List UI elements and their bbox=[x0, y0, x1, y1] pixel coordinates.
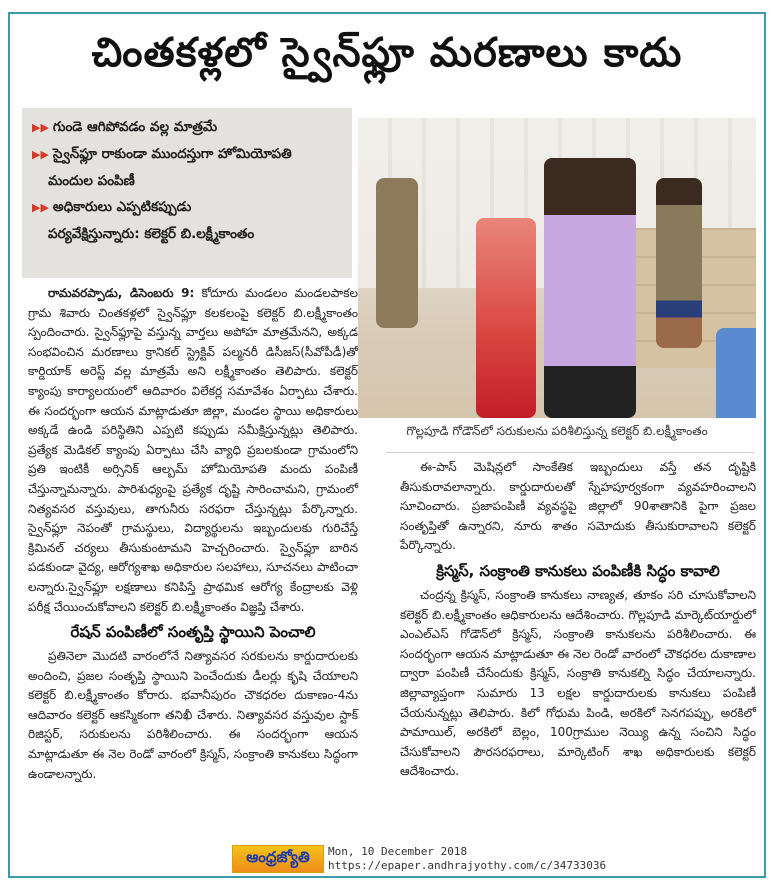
photo-caption: గొల్లపూడి గోడౌన్‌లో సరుకులను పరిశీలిస్తున్న కలెక్టర్ బి.లక్ష్మీకాంతం bbox=[406, 424, 708, 438]
highlight-item: ▶▶ అధికారులు ఎప్పటికప్పుడు పర్యవేక్షిస్తున్నారు: కలెక్టర్ బి.లక్ష్మీకాంతం bbox=[32, 199, 255, 242]
paragraph: ఈ-పాస్ మెషిన్లలో సాంకేతిక ఇబ్బందులు వస్తే తన దృష్టికి తీసుకురావలాన్నారు. కార్డుదారులతో స్నేహపూర్వకంగా వ్యవహరించాలని సూచించారు. ప్రజాపంపిణీ వ్యవస్థపై జిల్లాలో 90శాతానికి పైగా ప్రజల సంతృప్తితో ఉన్నారని, నూరు శాతం సమోదుకు తీసుకురావాలని కలెక్టర్ పేర్కొన్నారు. bbox=[400, 460, 756, 553]
subheading-gifts: క్రిస్మస్, సంక్రాంతి కానుకలు పంపిణీకి సిద్ధం కావాలి bbox=[436, 561, 720, 580]
photo-person-left bbox=[376, 178, 418, 328]
highlights-box bbox=[22, 108, 352, 278]
photo-person-collector bbox=[544, 158, 636, 418]
double-arrow-icon: ▶▶ bbox=[32, 121, 49, 134]
double-arrow-icon: ▶▶ bbox=[32, 201, 49, 214]
double-arrow-icon: ▶▶ bbox=[32, 148, 49, 161]
highlight-item: ▶▶ స్వైన్‌ఫ్లూ రాకుండా ముందస్తుగా హోమియోపతి మందుల పంపిణీ bbox=[32, 146, 292, 189]
right-column bbox=[400, 458, 756, 782]
lead-paragraph: రామవరప్పాడు, డిసెంబరు 9: కోదూరు మండలం మండలపాకల గ్రామ శివారు చింతకళ్లలో స్వైన్‌ఫ్లూ కలకలంపై కలెక్టర్ బి.లక్ష్మీకాంతం స్పందించారు. స్వైన్‌ఫ్లూపై వస్తున్న వార్తలు అపోహ మాత్రమేనని, అక్కడ సంభవించిన మరణాలు క్రానికల్ స్ట్రెక్టివ్ పల్మనరీ డిసీజస్(సీవోపీడీ)తో కార్డియాక్ అరెస్ట్ వల్ల మాత్రమే అని లక్ష్మీకాంతం తెలిపారు. కలెక్టర్ క్యాంపు కార్యాలయంలో ఆదివారం విలేకర్ల సమావేశం ఏర్పాటు చేశారు. ఈ సందర్భంగా ఆయన మాట్లాడుతూ జిల్లా, మండల స్థాయి అధికారులు అక్కడే ఉండి పరిస్థితిని ఎప్పటి కప్పుడు సమీక్షిస్తున్నట్లు తెలిపారు. ప్రత్యేక మెడికల్ క్యాంపు ఏర్పాటు చేసి వ్యాధి ప్రబలకుండా గ్రామంలోని ప్రతి ఇంటికీ అర్సినిక్ ఆల్బమ్ హోమియోపతి మందు పంపిణీ చేస్తున్నామన్నారు. పారిశుధ్యంపై ప్రత్యేక దృష్టి సారించామని, గ్రామంలో నిత్యవసర వస్తువులు, తాగునీరు సరఫరా చేస్తున్నట్లు పేర్కొన్నారు. స్వైన్‌ఫ్లూ నెపంతో గ్రామస్థులు, విద్యార్థులను ఇబ్బందులకు గురిచేస్తే క్రిమినల్ చర్యలు తీసుకుంటామని హెచ్చరించారు. స్వైన్‌ఫ్లూ బారిన పడకుండా వైద్య, ఆరోగ్యశాఖ అధికారుల సలహాలు, సూచనలు పాటించా లన్నారు.స్వైన్‌ఫ్లూ లక్షణాలు కనిపిస్తే ప్రాథమిక ఆరోగ్య కేంద్రాలకు వెళ్లి పరీక్ష చేయించుకోవాలని కలెక్టర్ బి.లక్ష్మీకాంతం విజ్ఞప్తి చేశారు. bbox=[28, 286, 358, 614]
paragraph: ప్రతినెలా మొదటి వారంలోనే నిత్యావసర సరకులను కార్డుదారులకు అందించి, ప్రజల సంతృప్తి స్థాయిని పెంచేందుకు డీలర్లు కృషి చేయాలని కలెక్టర్ బి.లక్ష్మీకాంతం కోరారు. భవానీపురం చౌకధరల దుకాణం-4ను ఆదివారం కలెక్టర్ ఆకస్మికంగా తనిఖీ చేశారు. నిత్యావసర వస్తువుల స్టాక్ రిజిస్టర్, సరుకులను పరిశీలించారు. ఈ సందర్భంగా ఆయన మాట్లాడుతూ ఈ నెల రెండో వారంలో క్రిస్మస్, సంక్రాంతి కానుకలు సిద్ధంగా ఉండాలన్నారు. bbox=[28, 649, 358, 781]
footer-meta bbox=[328, 845, 606, 873]
left-column bbox=[28, 284, 358, 784]
photo-person-right bbox=[656, 178, 702, 348]
newspaper-logo: ఆంధ్రజ్యోతి bbox=[232, 845, 324, 873]
subheading-ration: రేషన్ పంపిణీలో సంతృప్తి స్థాయిని పెంచాలి bbox=[70, 623, 316, 642]
epaper-url[interactable]: https://epaper.andhrajyothy.com/c/34733036 bbox=[328, 859, 607, 872]
article-photo bbox=[358, 118, 756, 418]
column-divider bbox=[386, 452, 754, 453]
edition-date: Mon, 10 December 2018 bbox=[328, 845, 468, 858]
article-frame bbox=[8, 12, 766, 878]
photo-person-edge bbox=[716, 328, 756, 418]
highlight-item: ▶▶ గుండె ఆగిపోవడం వల్ల మాత్రమే bbox=[32, 119, 218, 135]
dateline: రామవరప్పాడు, డిసెంబరు 9: bbox=[48, 286, 195, 300]
paragraph: చంద్రన్న క్రిస్మస్, సంక్రాంతి కానుకలు నాణ్యత, తూకం సరి చూసుకోవాలని కలెక్టర్ బి.లక్ష్మీకాంతం ఆధికారులను ఆదేశించారు. గొల్లపూడి మార్కెట్‌యార్డులో ఎంఎల్ఎస్ గోడౌన్‌లో క్రిస్మస్, సంక్రాంతి కానుకలను పరిశీలించారు. ఈ సందర్భంగా ఆయన మాట్లాడుతూ ఈ నెల రెండో వారంలో చౌకధరల దుకాణాల ద్వారా పంపిణీ చేసేందుకు క్రిస్మస్, సంక్రాతి కానుకల్ని సిద్ధం చేయాలన్నారు. జిల్లావ్యాప్తంగా సుమారు 13 లక్షల కార్డుదారులకు కానుకలు పంపిణీ చేయనున్నట్లు తెలిపారు. కిలో గోధుమ పిండి, అరకిలో సెనగపప్పు, అరకిలో పామాయిల్, అరకిలో బెల్లం, 100గ్రాముల నెయ్యి ఉన్న సంచిని సిద్ధం చేసుకోవాలని పౌరసరఫరాలు, మార్కెటింగ్ శాఖ అధికారులకు కలెక్టర్ ఆదేశించారు. bbox=[400, 587, 756, 779]
headline: చింతకళ్లలో స్వైన్‌ఫ్లూ మరణాలు కాదు bbox=[91, 30, 683, 76]
photo-person-woman bbox=[476, 218, 536, 418]
footer bbox=[232, 845, 606, 873]
